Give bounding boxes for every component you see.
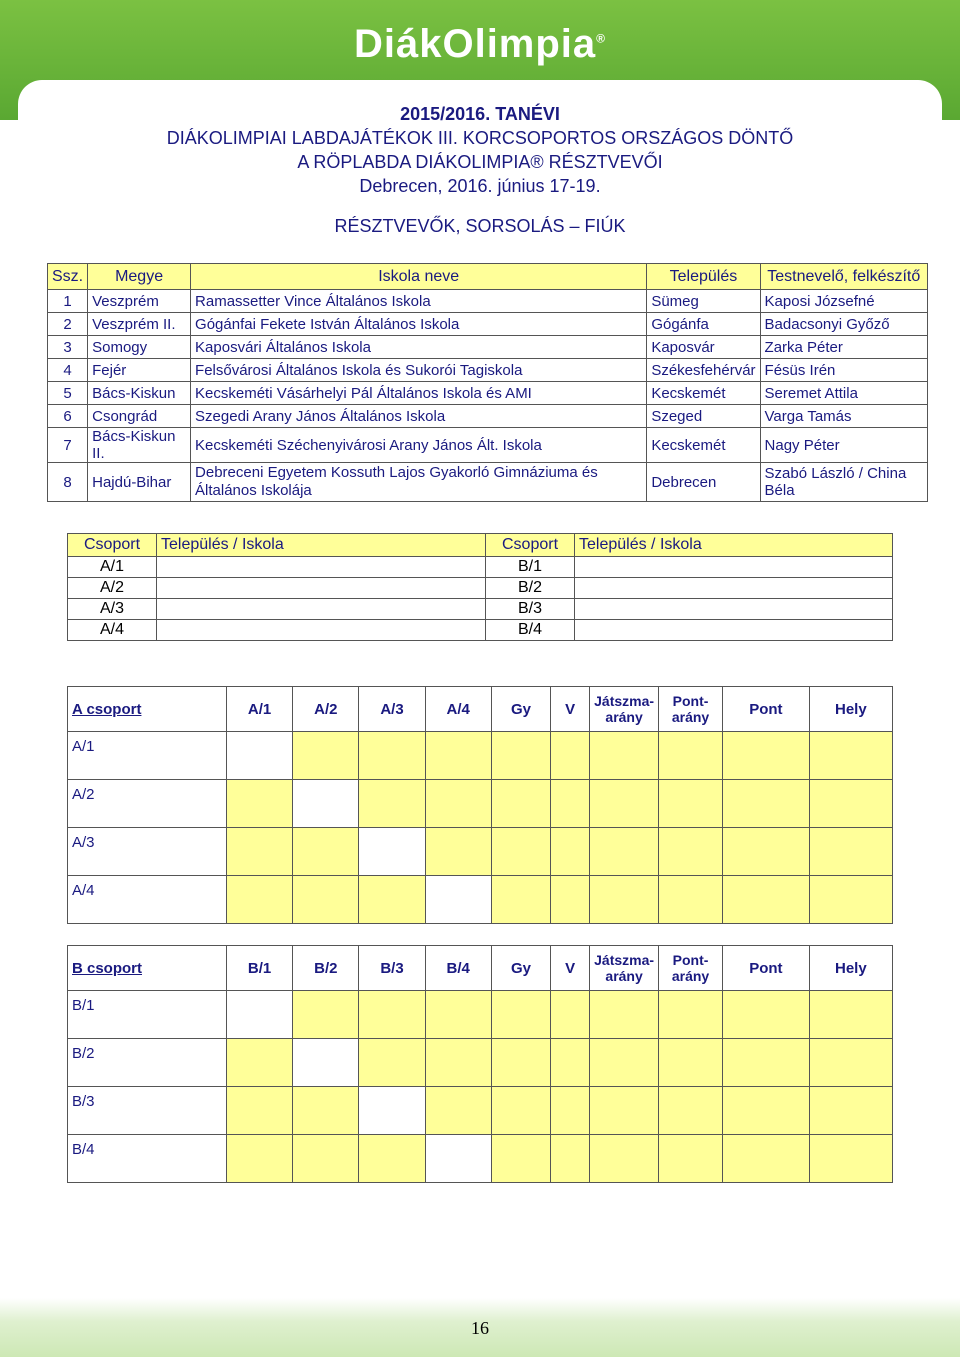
header-coach: Testnevelő, felkészítő <box>760 264 927 290</box>
rr-result-cell[interactable] <box>359 732 425 780</box>
rr-result-cell[interactable] <box>809 732 892 780</box>
group-slot-a: A/2 <box>68 578 157 599</box>
row-county: Hajdú-Bihar <box>88 463 191 502</box>
rr-col-header: Pont <box>723 946 810 991</box>
group-school-a[interactable] <box>157 620 486 641</box>
logo-mark: ® <box>596 31 607 46</box>
group-school-b[interactable] <box>575 620 893 641</box>
participants-table <box>47 263 928 502</box>
rr-row-label: B/2 <box>68 1039 227 1087</box>
school-header-b: Település / Iskola <box>575 534 893 557</box>
rr-result-cell[interactable] <box>659 876 723 924</box>
rr-result-cell[interactable] <box>590 1135 659 1183</box>
rr-result-cell[interactable] <box>293 991 359 1039</box>
rr-diagonal-cell <box>293 1039 359 1087</box>
row-num: 7 <box>48 428 88 463</box>
row-coach: Fésüs Irén <box>760 359 927 382</box>
rr-diagonal-cell <box>425 1135 491 1183</box>
rr-result-cell[interactable] <box>293 1135 359 1183</box>
row-num: 8 <box>48 463 88 502</box>
rr-row-label: B/4 <box>68 1135 227 1183</box>
row-school: Felsővárosi Általános Iskola és Sukorói Tagiskola <box>191 359 647 382</box>
rr-col-header: B/1 <box>227 946 293 991</box>
section-subtitle: RÉSZTVEVŐK, SORSOLÁS – FIÚK <box>334 216 626 236</box>
rr-result-cell[interactable] <box>659 780 723 828</box>
rr-result-cell[interactable] <box>659 1087 723 1135</box>
rr-result-cell[interactable] <box>551 828 590 876</box>
rr-result-cell[interactable] <box>425 991 491 1039</box>
table-row <box>48 382 928 405</box>
rr-result-cell[interactable] <box>359 1135 425 1183</box>
rr-result-cell[interactable] <box>293 1087 359 1135</box>
rr-result-cell[interactable] <box>809 991 892 1039</box>
group-slot-a: A/3 <box>68 599 157 620</box>
rr-col-header: Pont-arány <box>659 946 723 991</box>
group-school-a[interactable] <box>157 557 486 578</box>
rr-result-cell[interactable] <box>809 780 892 828</box>
rr-title: A csoport <box>68 687 227 732</box>
rr-col-header: B/3 <box>359 946 425 991</box>
rr-result-cell[interactable] <box>723 1135 810 1183</box>
rr-result-cell[interactable] <box>227 780 293 828</box>
row-num: 1 <box>48 290 88 313</box>
row-county: Veszprém II. <box>88 313 191 336</box>
title-line-1: 2015/2016. TANÉVI <box>400 104 560 124</box>
group-header-b: Csoport <box>486 534 575 557</box>
logo-text: DiákOlimpia <box>353 22 597 66</box>
group-slot-b: B/3 <box>486 599 575 620</box>
rr-result-cell[interactable] <box>551 1087 590 1135</box>
rr-col-header: Gy <box>491 687 550 732</box>
rr-col-header: Játszma-arány <box>590 946 659 991</box>
rr-row-label: A/1 <box>68 732 227 780</box>
rr-result-cell[interactable] <box>491 828 550 876</box>
rr-diagonal-cell <box>227 991 293 1039</box>
rr-col-header: Játszma-arány <box>590 687 659 732</box>
rr-result-cell[interactable] <box>551 780 590 828</box>
group-slot-b: B/4 <box>486 620 575 641</box>
rr-result-cell[interactable] <box>359 991 425 1039</box>
rr-result-cell[interactable] <box>723 1039 810 1087</box>
group-slot-a: A/4 <box>68 620 157 641</box>
header-county: Megye <box>88 264 191 290</box>
row-county: Veszprém <box>88 290 191 313</box>
rr-result-cell[interactable] <box>425 780 491 828</box>
participants-header-row <box>48 264 928 290</box>
row-city: Kaposvár <box>647 336 760 359</box>
row-num: 2 <box>48 313 88 336</box>
row-school: Szegedi Arany János Általános Iskola <box>191 405 647 428</box>
rr-diagonal-cell <box>293 780 359 828</box>
rr-result-cell[interactable] <box>659 732 723 780</box>
rr-col-header: Hely <box>809 687 892 732</box>
row-city: Kecskemét <box>647 428 760 463</box>
title-line-4: Debrecen, 2016. június 17-19. <box>359 176 601 196</box>
rr-result-cell[interactable] <box>809 1039 892 1087</box>
rr-col-header: A/2 <box>293 687 359 732</box>
rr-result-cell[interactable] <box>551 732 590 780</box>
group-school-a[interactable] <box>157 578 486 599</box>
row-city: Székesfehérvár <box>647 359 760 382</box>
row-coach: Nagy Péter <box>760 428 927 463</box>
rr-col-header: Pont-arány <box>659 687 723 732</box>
row-school: Debreceni Egyetem Kossuth Lajos Gyakorló Gimnáziuma és Általános Iskolája <box>191 463 647 502</box>
table-row <box>68 1087 893 1135</box>
rr-result-cell[interactable] <box>723 828 810 876</box>
rr-result-cell[interactable] <box>659 1039 723 1087</box>
row-coach: Szabó László / China Béla <box>760 463 927 502</box>
header-num: Ssz. <box>48 264 88 290</box>
rr-result-cell[interactable] <box>809 1087 892 1135</box>
row-county: Bács-Kiskun II. <box>88 428 191 463</box>
rr-col-header: B/2 <box>293 946 359 991</box>
rr-result-cell[interactable] <box>359 1039 425 1087</box>
rr-result-cell[interactable] <box>809 828 892 876</box>
group-school-a[interactable] <box>157 599 486 620</box>
rr-result-cell[interactable] <box>425 828 491 876</box>
group-slot-b: B/2 <box>486 578 575 599</box>
row-school: Kecskeméti Széchenyivárosi Arany János Ált. Iskola <box>191 428 647 463</box>
row-coach: Badacsonyi Győző <box>760 313 927 336</box>
round-robin-a-table <box>67 686 893 924</box>
rr-diagonal-cell <box>359 828 425 876</box>
rr-col-header: A/3 <box>359 687 425 732</box>
rr-result-cell[interactable] <box>590 876 659 924</box>
rr-row-label: A/2 <box>68 780 227 828</box>
document-titles <box>0 102 960 238</box>
row-school: Kaposvári Általános Iskola <box>191 336 647 359</box>
row-county: Csongrád <box>88 405 191 428</box>
row-city: Kecskemét <box>647 382 760 405</box>
row-num: 6 <box>48 405 88 428</box>
group-slot-b: B/1 <box>486 557 575 578</box>
rr-result-cell[interactable] <box>491 991 550 1039</box>
groups-header-row <box>68 534 893 557</box>
title-line-2: DIÁKOLIMPIAI LABDAJÁTÉKOK III. KORCSOPORTOS ORSZÁGOS DÖNTŐ <box>166 128 794 148</box>
table-row <box>48 336 928 359</box>
row-city: Debrecen <box>647 463 760 502</box>
rr-result-cell[interactable] <box>723 991 810 1039</box>
rr-result-cell[interactable] <box>425 1039 491 1087</box>
rr-col-header: A/1 <box>227 687 293 732</box>
school-header-a: Település / Iskola <box>157 534 486 557</box>
row-city: Szeged <box>647 405 760 428</box>
rr-result-cell[interactable] <box>590 991 659 1039</box>
rr-col-header: A/4 <box>425 687 491 732</box>
rr-result-cell[interactable] <box>227 828 293 876</box>
round-robin-b-table <box>67 945 893 1183</box>
rr-result-cell[interactable] <box>723 1087 810 1135</box>
table-row <box>68 732 893 780</box>
rr-result-cell[interactable] <box>551 1039 590 1087</box>
rr-result-cell[interactable] <box>227 1039 293 1087</box>
group-school-b[interactable] <box>575 578 893 599</box>
rr-result-cell[interactable] <box>491 780 550 828</box>
group-school-b[interactable] <box>575 599 893 620</box>
rr-result-cell[interactable] <box>425 1087 491 1135</box>
table-row <box>48 313 928 336</box>
row-num: 3 <box>48 336 88 359</box>
rr-result-cell[interactable] <box>659 991 723 1039</box>
group-header-a: Csoport <box>68 534 157 557</box>
table-row <box>68 1135 893 1183</box>
table-row <box>48 428 928 463</box>
row-school: Kecskeméti Vásárhelyi Pál Általános Iskola és AMI <box>191 382 647 405</box>
header-city: Település <box>647 264 760 290</box>
row-coach: Varga Tamás <box>760 405 927 428</box>
rr-row-label: B/1 <box>68 991 227 1039</box>
rr-row-label: A/4 <box>68 876 227 924</box>
rr-row-label: A/3 <box>68 828 227 876</box>
header-school: Iskola neve <box>191 264 647 290</box>
diakolimpia-logo <box>0 22 960 67</box>
rr-result-cell[interactable] <box>551 876 590 924</box>
rr-result-cell[interactable] <box>659 828 723 876</box>
table-row <box>68 828 893 876</box>
rr-header-row <box>68 946 893 991</box>
rr-result-cell[interactable] <box>551 991 590 1039</box>
rr-header-row <box>68 687 893 732</box>
rr-result-cell[interactable] <box>590 1087 659 1135</box>
rr-result-cell[interactable] <box>491 1087 550 1135</box>
rr-result-cell[interactable] <box>590 828 659 876</box>
rr-result-cell[interactable] <box>809 1135 892 1183</box>
rr-diagonal-cell <box>227 732 293 780</box>
rr-result-cell[interactable] <box>590 780 659 828</box>
rr-result-cell[interactable] <box>425 732 491 780</box>
rr-row-label: B/3 <box>68 1087 227 1135</box>
rr-result-cell[interactable] <box>723 876 810 924</box>
row-school: Ramassetter Vince Általános Iskola <box>191 290 647 313</box>
rr-col-header: Gy <box>491 946 550 991</box>
rr-result-cell[interactable] <box>359 780 425 828</box>
row-coach: Zarka Péter <box>760 336 927 359</box>
row-school: Gógánfai Fekete István Általános Iskola <box>191 313 647 336</box>
table-row <box>68 599 893 620</box>
rr-result-cell[interactable] <box>590 1039 659 1087</box>
rr-result-cell[interactable] <box>227 1135 293 1183</box>
page-number: 16 <box>471 1318 489 1338</box>
rr-result-cell[interactable] <box>491 1135 550 1183</box>
table-row <box>68 1039 893 1087</box>
table-row <box>68 991 893 1039</box>
group-slot-a: A/1 <box>68 557 157 578</box>
row-county: Bács-Kiskun <box>88 382 191 405</box>
rr-col-header: Hely <box>809 946 892 991</box>
row-coach: Seremet Attila <box>760 382 927 405</box>
table-row <box>68 620 893 641</box>
rr-col-header: V <box>551 946 590 991</box>
table-row <box>68 578 893 599</box>
rr-col-header: Pont <box>723 687 810 732</box>
rr-result-cell[interactable] <box>293 876 359 924</box>
rr-result-cell[interactable] <box>293 732 359 780</box>
rr-result-cell[interactable] <box>659 1135 723 1183</box>
rr-result-cell[interactable] <box>359 876 425 924</box>
table-row <box>48 463 928 502</box>
row-coach: Kaposi Józsefné <box>760 290 927 313</box>
groups-table <box>67 533 893 641</box>
row-num: 5 <box>48 382 88 405</box>
rr-result-cell[interactable] <box>293 828 359 876</box>
rr-result-cell[interactable] <box>491 876 550 924</box>
rr-result-cell[interactable] <box>551 1135 590 1183</box>
rr-result-cell[interactable] <box>491 1039 550 1087</box>
rr-result-cell[interactable] <box>227 1087 293 1135</box>
group-school-b[interactable] <box>575 557 893 578</box>
title-line-3: A RÖPLABDA DIÁKOLIMPIA® RÉSZTVEVŐI <box>297 152 663 172</box>
rr-result-cell[interactable] <box>227 876 293 924</box>
rr-col-header: B/4 <box>425 946 491 991</box>
rr-result-cell[interactable] <box>491 732 550 780</box>
row-city: Gógánfa <box>647 313 760 336</box>
row-county: Somogy <box>88 336 191 359</box>
row-county: Fejér <box>88 359 191 382</box>
table-row <box>68 557 893 578</box>
rr-result-cell[interactable] <box>723 780 810 828</box>
row-city: Sümeg <box>647 290 760 313</box>
table-row <box>48 290 928 313</box>
table-row <box>68 780 893 828</box>
rr-result-cell[interactable] <box>809 876 892 924</box>
row-num: 4 <box>48 359 88 382</box>
table-row <box>48 405 928 428</box>
table-row <box>68 876 893 924</box>
rr-diagonal-cell <box>359 1087 425 1135</box>
rr-diagonal-cell <box>425 876 491 924</box>
rr-result-cell[interactable] <box>723 732 810 780</box>
rr-title: B csoport <box>68 946 227 991</box>
rr-col-header: V <box>551 687 590 732</box>
rr-result-cell[interactable] <box>590 732 659 780</box>
table-row <box>48 359 928 382</box>
